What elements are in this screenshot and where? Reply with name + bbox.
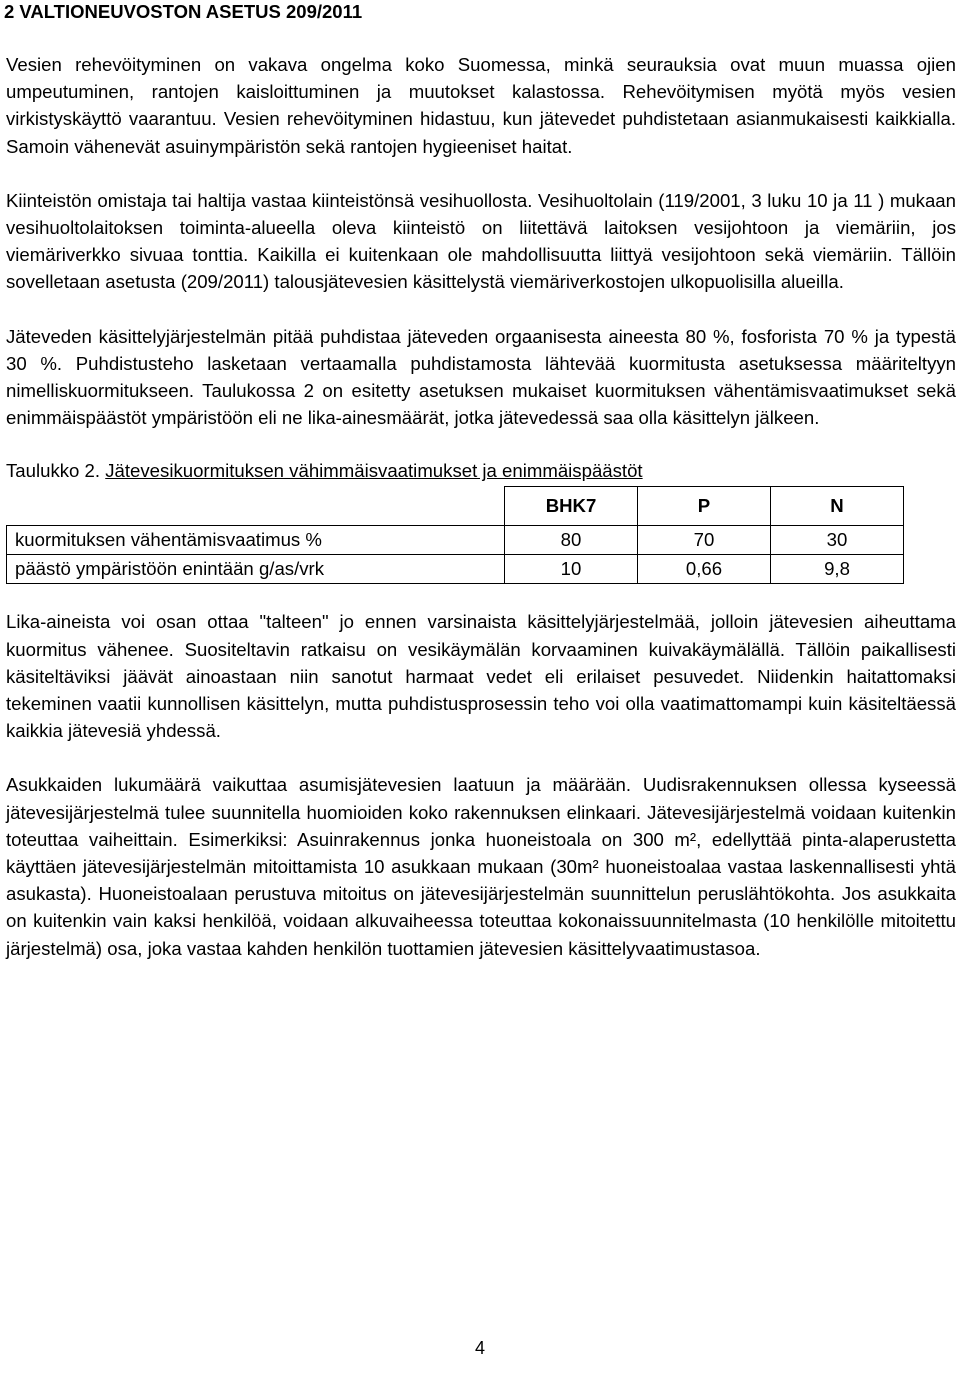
table-cell: 80 xyxy=(505,526,638,555)
paragraph-3: Jäteveden käsittelyjärjestelmän pitää puhdistaa jäteveden orgaanisesta aineesta 80 %, fosforista 70 % ja typestä 30 %. Puhdistusteho lasketaan vertaamalla puhdistamosta lähtevää kuormitusta asetuksessa määriteltyyn nimelliskuormitukseen. Taulukossa 2 on esitetty asetuksen mukaiset kuormituksen vähentämisvaatimukset sekä enimmäispäästöt ympäristöön eli ne lika-ainesmäärät, jotka jätevedessä saa olla käsittelyn jälkeen. xyxy=(6,325,956,429)
table-row xyxy=(7,526,904,555)
paragraph-2: Kiinteistön omistaja tai haltija vastaa kiinteistönsä vesihuollosta. Vesihuoltolain (119/2001, 3 luku 10 ja 11 ) mukaan vesihuoltolaitoksen toiminta-alueella oleva kiinteistö on liitettävä laitoksen vesijohtoon ja viemäriin, jos viemäriverkko sivuaa tonttia. Kaikilla ei kuitenkaan ole mahdollisuutta liittyä vesijohtoon sekä viemäriin. Tällöin sovelletaan asetusta (209/2011) talousjätevesien käsittelystä viemäriverkostojen ulkopuolisilla alueilla. xyxy=(6,189,956,293)
paragraph-1: Vesien rehevöityminen on vakava ongelma koko Suomessa, minkä seurauksia ovat muun muassa ojien umpeutuminen, rantojen kaisloittuminen ja muutokset kalastossa. Rehevöitymisen myötä myös vesien virkistyskäyttö vaarantuu. Vesien rehevöityminen hidastuu, kun jätevedet puhdistetaan asianmukaisesti kaikkialla. Samoin vähenevät asuinympäristön sekä rantojen hygieeniset haitat. xyxy=(6,54,956,157)
table-header-n: N xyxy=(771,487,904,526)
table-cell: 10 xyxy=(505,555,638,584)
paragraph-4: Lika-aineista voi osan ottaa "talteen" jo ennen varsinaista käsittelyjärjestelmää, jolloin jätevesien aiheuttama kuormitus vähenee. Suositeltavin ratkaisu on vesikäymälän korvaaminen kuivakäymälällä. Tällöin paikallisesti käsiteltäviksi jäävät ainoastaan niin sanotut harmaat vedet eli erilaiset pesuvedet. Niidenkin haitattomaksi tekeminen vaatii kunnollisen käsittelyn, mutta puhdistusprosessin teho voi olla vaatimattomampi kuin käsiteltäessä kaikkia jätevesiä yhdessä. xyxy=(6,611,956,742)
section-heading: 2 VALTIONEUVOSTON ASETUS 209/2011 xyxy=(4,1,363,22)
table-caption xyxy=(6,457,956,484)
table-cell: 0,66 xyxy=(638,555,771,584)
table-row xyxy=(7,555,904,584)
table-row-label: päästö ympäristöön enintään g/as/vrk xyxy=(7,555,505,584)
document-page xyxy=(6,0,956,962)
table-cell: 9,8 xyxy=(771,555,904,584)
table-cell: 30 xyxy=(771,526,904,555)
table-caption-title: Jätevesikuormituksen vähimmäisvaatimukset ja enimmäispäästöt xyxy=(105,460,643,482)
table-header-row xyxy=(7,487,904,526)
requirements-table xyxy=(6,486,904,584)
table-header-empty xyxy=(7,487,505,526)
paragraph-5: Asukkaiden lukumäärä vaikuttaa asumisjätevesien laatuun ja määrään. Uudisrakennuksen ollessa kyseessä jätevesijärjestelmä tulee suunnitella huomioiden koko rakennuksen elinkaari. Jätevesijärjestelmä voidaan kuitenkin toteuttaa vaiheittain. Esimerkiksi: Asuinrakennus jonka huoneistoala on 300 m², edellyttää pinta-alaperustetta käyttäen jätevesijärjestelmän mitoittamista 10 asukkaan mukaan (30m² huoneistoalaa vastaa laskennallisesti yhtä asukasta). Huoneistoalaan perustuva mitoitus on jätevesijärjestelmän suunnittelun peruslähtökohta. Jos asukkaita on kuitenkin vain kaksi henkilöä, voidaan alkuvaiheessa toteuttaa kokonaissuunnitelmasta (10 henkilölle mitoitettu järjestelmä) osa, joka vastaa kahden henkilön tuottamien jätevesien käsittelyvaatimustasoa. xyxy=(6,774,956,959)
table-header-p: P xyxy=(638,487,771,526)
table-row-label: kuormituksen vähentämisvaatimus % xyxy=(7,526,505,555)
table-caption-prefix: Taulukko 2. xyxy=(6,460,106,482)
table-header-bhk7: BHK7 xyxy=(505,487,638,526)
page-number: 4 xyxy=(474,1338,485,1358)
table-cell: 70 xyxy=(638,526,771,555)
